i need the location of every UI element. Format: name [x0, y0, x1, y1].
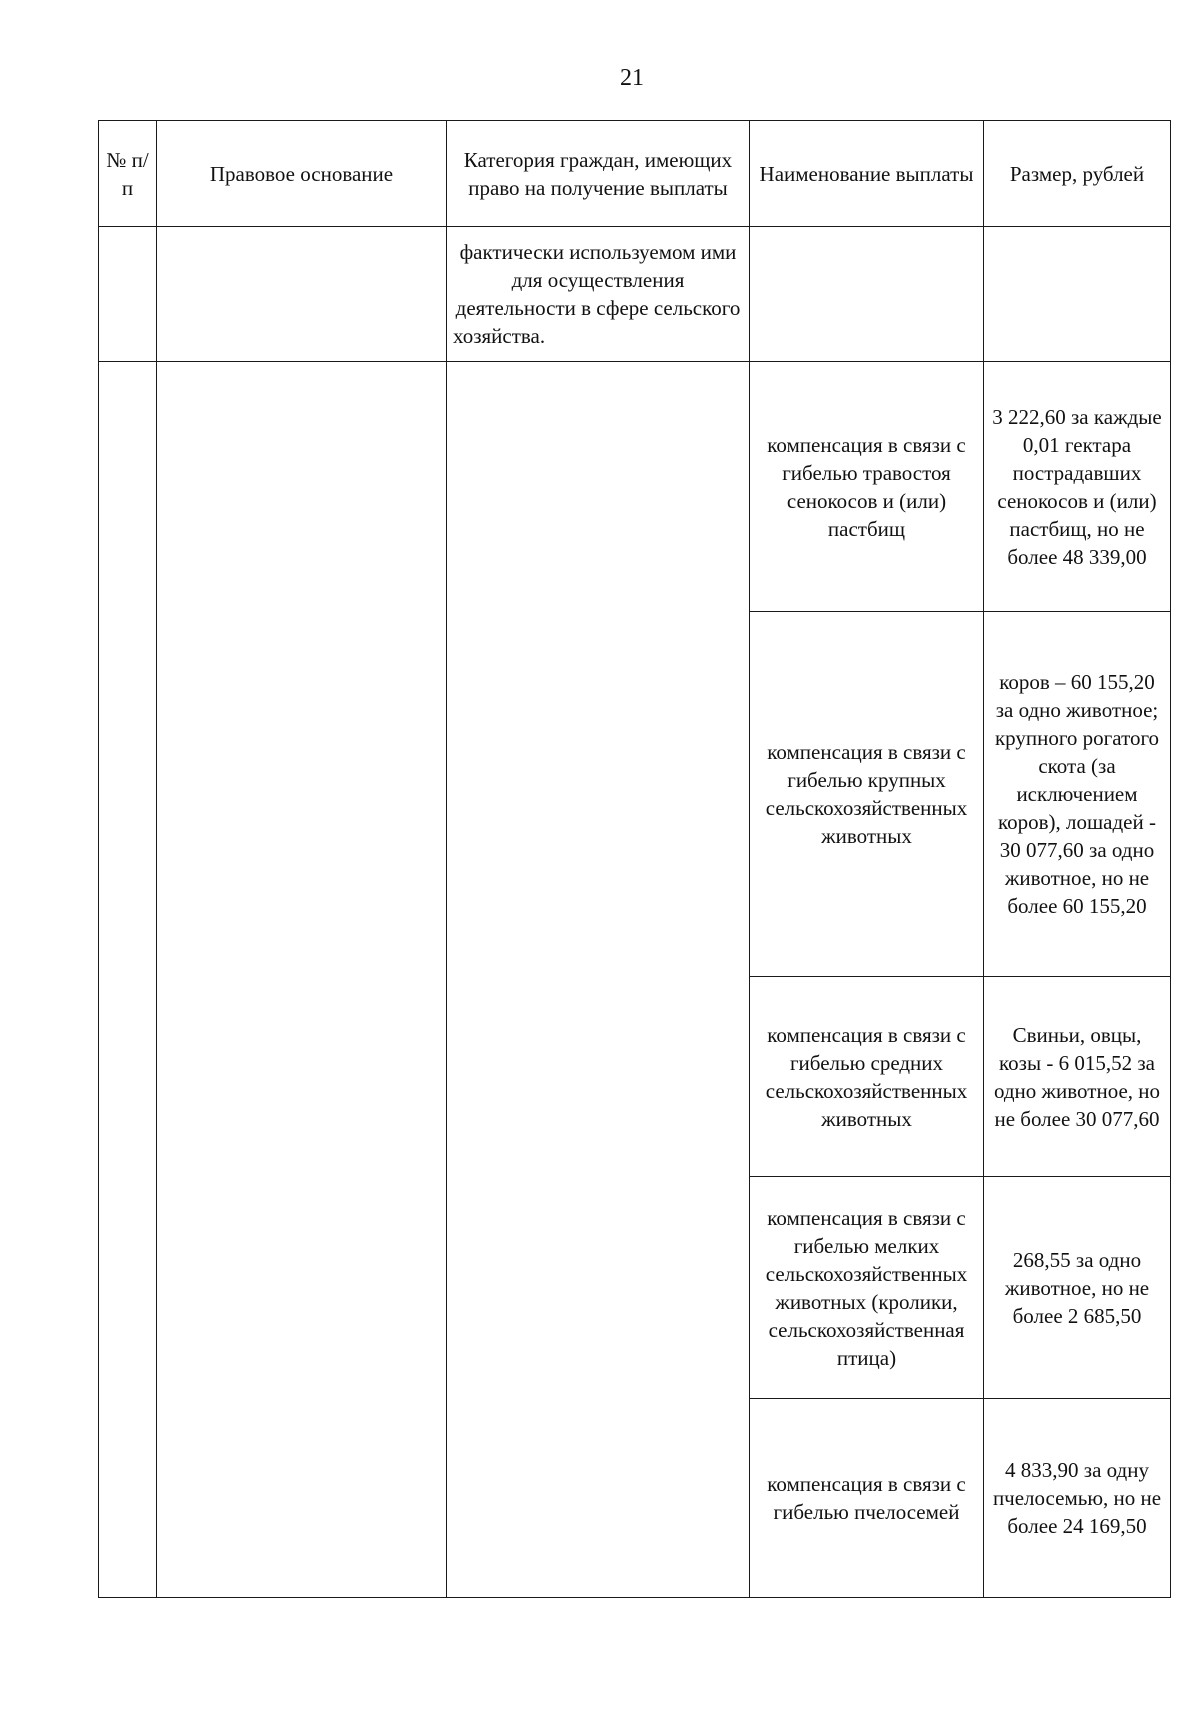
cell-category	[447, 362, 750, 1598]
payments-table	[98, 120, 1171, 1598]
cell-payment-name: компенсация в связи с гибелью средних сельскохозяйственных животных	[750, 977, 984, 1177]
header-payment-name	[750, 121, 984, 227]
header-payment-size-label: Размер, рублей	[1009, 161, 1145, 186]
cell-number	[99, 362, 157, 1598]
cell-payment-name	[750, 227, 984, 362]
table-row	[99, 362, 1171, 612]
cell-category-continuation: фактически используемом ими для осуществления деятельности в сфере сельского хозяйства.	[447, 227, 750, 362]
cell-payment-size: 268,55 за одно животное, но не более 2 685,50	[984, 1177, 1171, 1399]
header-legal-basis-label: Правовое основание	[209, 161, 394, 186]
cell-payment-size: 4 833,90 за одну пчелосемью, но не более 24 169,50	[984, 1399, 1171, 1598]
table-row	[99, 227, 1171, 362]
cell-payment-name: компенсация в связи с гибелью пчелосемей	[750, 1399, 984, 1598]
cell-payment-size: 3 222,60 за каждые 0,01 гектара пострадавших сенокосов и (или) пастбищ, но не более 48 339,00	[984, 362, 1171, 612]
header-category	[447, 121, 750, 227]
header-payment-size	[984, 121, 1171, 227]
header-payment-name-label: Наименование выплаты	[759, 161, 974, 186]
cell-payment-name: компенсация в связи с гибелью травостоя сенокосов и (или) пастбищ	[750, 362, 984, 612]
cell-payment-size: Свиньи, овцы, козы - 6 015,52 за одно животное, но не более 30 077,60	[984, 977, 1171, 1177]
cell-payment-size	[984, 227, 1171, 362]
cell-legal-basis	[157, 227, 447, 362]
cell-number	[99, 227, 157, 362]
cell-payment-name: компенсация в связи с гибелью крупных сельскохозяйственных животных	[750, 612, 984, 977]
table-header-row	[99, 121, 1171, 227]
cell-payment-size: коров – 60 155,20 за одно животное; крупного рогатого скота (за исключением коров), лошадей - 30 077,60 за одно животное, но не более 60 155,20	[984, 612, 1171, 977]
page-number: 21	[620, 65, 644, 91]
header-legal-basis	[157, 121, 447, 227]
header-category-label: Категория граждан, имеющих право на получение выплаты	[463, 147, 733, 200]
cell-payment-name: компенсация в связи с гибелью мелких сельскохозяйственных животных (кролики, сельскохозяйственная птица)	[750, 1177, 984, 1399]
cell-legal-basis	[157, 362, 447, 1598]
header-number	[99, 121, 157, 227]
header-number-label: № п/п	[106, 147, 149, 200]
